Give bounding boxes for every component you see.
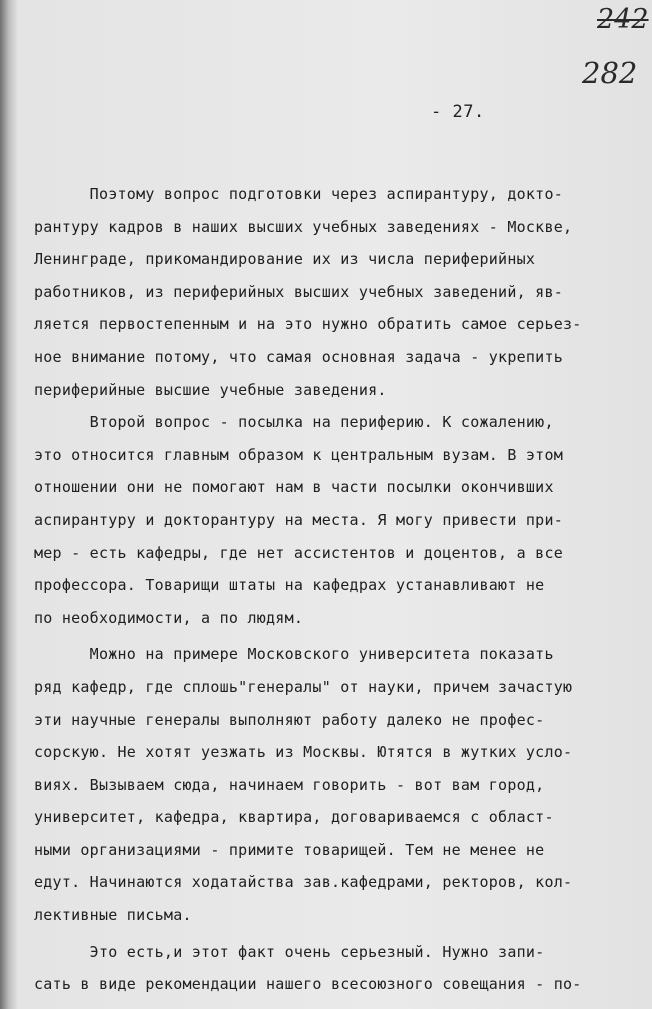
- text-line: сать в виде рекомендации нашего всесоюзного совещания - по-: [34, 975, 582, 994]
- text-line: Второй вопрос - посылка на периферию. К сожалению,: [34, 413, 554, 432]
- text-line: профессора. Товарищи штаты на кафедрах устанавливают не: [34, 576, 545, 595]
- text-line: ное внимание потому, что самая основная задача - укрепить: [34, 347, 564, 366]
- text-line: ляется первостепенным и на это нужно обратить самое серьез-: [34, 315, 582, 334]
- text-line: университет, кафедра, квартира, договариваемся с област-: [34, 808, 554, 827]
- text-line: виях. Вызываем сюда, начинаем говорить - вот вам город,: [34, 775, 545, 794]
- text-line: Можно на примере Московского университета показать: [34, 645, 554, 664]
- text-line: Ленинграде, прикомандирование их из числа периферийных: [34, 250, 536, 269]
- text-line: рантуру кадров в наших высших учебных заведениях - Москве,: [34, 217, 573, 236]
- page-number: - 27.: [431, 102, 485, 122]
- text-line: работников, из периферийных высших учебных заведений, яв-: [34, 282, 564, 301]
- text-line: эти научные генералы выполняют работу далеко не профес-: [34, 710, 545, 729]
- text-line: сорскую. Не хотят уезжать из Москвы. Ютятся в жутких усло-: [34, 743, 573, 762]
- text-line: мер - есть кафедры, где нет ассистентов и доцентов, а все: [34, 543, 564, 562]
- text-line: отношении они не помогают нам в части посылки окончивших: [34, 478, 554, 497]
- text-line: это относится главным образом к центральным вузам. В этом: [34, 445, 564, 464]
- archive-number-crossed-out: 242: [597, 4, 649, 35]
- text-line: аспирантуру и докторантуру на места. Я могу привести при-: [34, 510, 564, 529]
- text-line: периферийные высшие учебные заведения.: [34, 380, 387, 399]
- text-line: лективные письма.: [34, 906, 192, 925]
- text-line: едут. Начинаются ходатайства зав.кафедрами, ректоров, кол-: [34, 873, 573, 892]
- body-text: [34, 178, 614, 1001]
- text-line: Это есть,и этот факт очень серьезный. Нужно запи-: [34, 942, 545, 961]
- text-line: ными организациями - примите товарищей. Тем не менее не: [34, 840, 545, 859]
- archive-number: 282: [582, 56, 638, 90]
- text-line: Поэтому вопрос подготовки через аспирантуру, докто-: [34, 185, 564, 203]
- text-line: ряд кафедр, где сплошь"генералы" от науки, причем зачастую: [34, 677, 573, 696]
- text-line: по необходимости, а по людям.: [34, 608, 304, 627]
